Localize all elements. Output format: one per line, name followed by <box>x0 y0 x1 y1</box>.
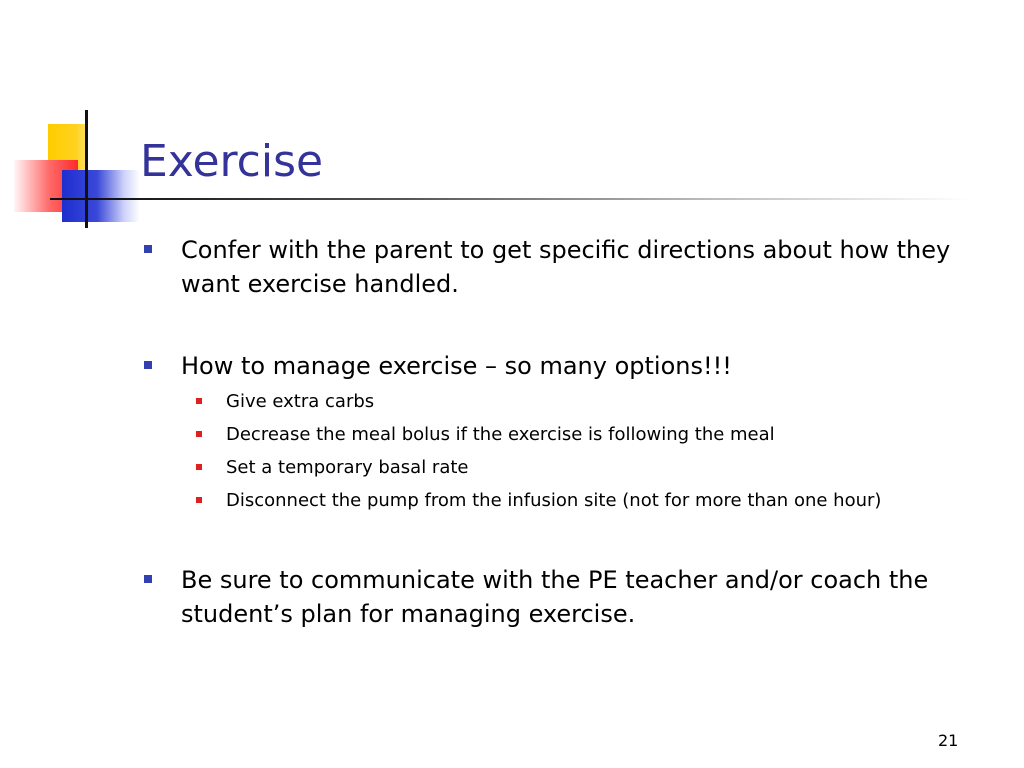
bullet-text: Be sure to communicate with the PE teacher and/or coach the student’s plan for managing exercise. <box>181 566 929 628</box>
sub-bullet-text: Set a temporary basal rate <box>226 457 469 478</box>
square-sub-bullet-icon <box>196 431 202 437</box>
bullet-item <box>144 349 994 383</box>
square-sub-bullet-icon <box>196 398 202 404</box>
page-number: 21 <box>938 731 959 750</box>
bullet-text: Confer with the parent to get specific directions about how they want exercise handled. <box>181 236 951 298</box>
title-underline <box>100 198 970 200</box>
square-sub-bullet-icon <box>196 497 202 503</box>
bullet-item <box>144 563 994 631</box>
sub-bullet-item <box>196 488 986 514</box>
sub-bullet-item <box>196 422 986 448</box>
square-bullet-icon <box>144 361 152 369</box>
square-bullet-icon <box>144 575 152 583</box>
square-bullet-icon <box>144 245 152 253</box>
sub-bullet-item <box>196 455 986 481</box>
slide-title: Exercise <box>140 136 324 187</box>
bullet-item <box>144 233 994 301</box>
square-sub-bullet-icon <box>196 464 202 470</box>
blue-square-decoration <box>62 170 140 222</box>
sub-bullet-item <box>196 389 986 415</box>
sub-bullet-text: Give extra carbs <box>226 391 375 412</box>
sub-bullet-text: Decrease the meal bolus if the exercise is following the meal <box>226 424 775 445</box>
bullet-text: How to manage exercise – so many options!!! <box>181 352 732 380</box>
sub-bullet-text: Disconnect the pump from the infusion site (not for more than one hour) <box>226 490 882 511</box>
vertical-rule-decoration <box>85 110 88 228</box>
